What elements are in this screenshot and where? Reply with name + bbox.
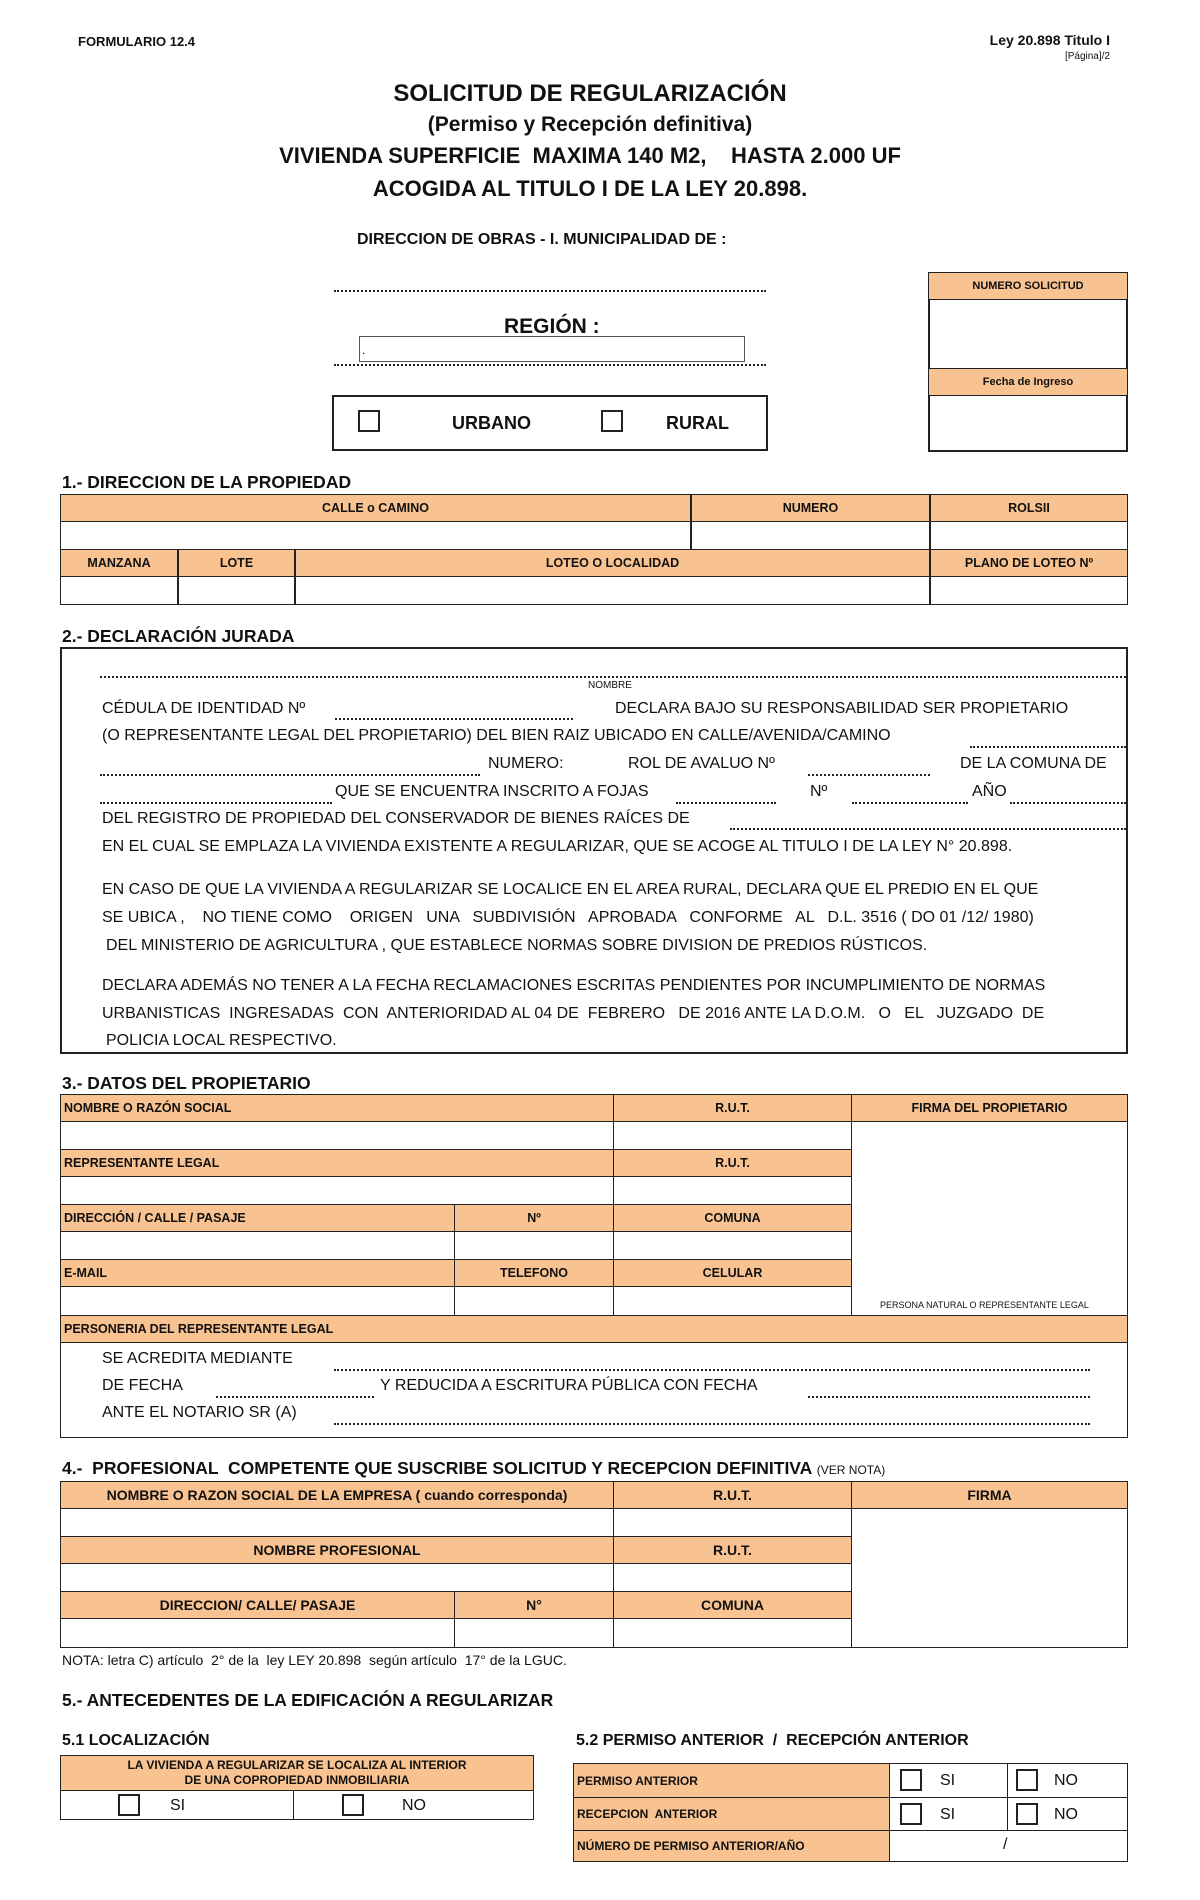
persona-caption: PERSONA NATURAL O REPRESENTANTE LEGAL (880, 1300, 1089, 1310)
emplaza-text: EN EL CUAL SE EMPLAZA LA VIVIENDA EXISTENTE A REGULARIZAR, QUE SE ACOGE AL TITULO I DE LA LEY N° 20.898. (102, 838, 1013, 855)
acredita-label: SE ACREDITA MEDIANTE (102, 1350, 293, 1367)
n-line[interactable] (852, 802, 968, 804)
nombre-header: NOMBRE O RAZÓN SOCIAL (60, 1094, 614, 1122)
numero-permiso-input[interactable] (889, 1830, 1128, 1862)
permiso-anterior-label: PERMISO ANTERIOR (573, 1763, 890, 1798)
telefono-header: TELEFONO (454, 1259, 614, 1287)
numero-permiso-label: NÚMERO DE PERMISO ANTERIOR/AÑO (573, 1830, 890, 1862)
rolsii-header: ROLSII (930, 494, 1128, 522)
loteo-header: LOTEO O LOCALIDAD (295, 549, 930, 577)
plano-header: PLANO DE LOTEO Nº (930, 549, 1128, 577)
section-4-heading (62, 1458, 885, 1479)
numero-permiso-slash: / (1003, 1836, 1008, 1853)
section-4-note-ref: (VER NOTA) (816, 1463, 886, 1477)
rol-line[interactable] (808, 774, 930, 776)
nota-text: NOTA: letra C) artículo 2° de la ley LEY 20.898 según artículo 17° de la LGUC. (62, 1652, 567, 1668)
rural-text-3: DEL MINISTERIO DE AGRICULTURA , QUE ESTABLECE NORMAS SOBRE DIVISION DE PREDIOS RÚSTICOS. (106, 937, 928, 954)
rut-representante-input[interactable] (613, 1176, 852, 1205)
permiso-si-checkbox[interactable] (900, 1769, 922, 1791)
calle-line[interactable] (970, 746, 1126, 748)
municipality-label: DIRECCION DE OBRAS - I. MUNICIPALIDAD DE : (357, 231, 727, 248)
profesional-direccion-header: DIRECCION/ CALLE/ PASAJE (60, 1591, 455, 1619)
cedula-line[interactable] (335, 718, 573, 720)
lote-input[interactable] (178, 576, 295, 605)
rolsii-input[interactable] (930, 521, 1128, 550)
fecha-line[interactable] (216, 1396, 374, 1398)
profesional-rut-input[interactable] (613, 1563, 852, 1592)
direccion-header: DIRECCIÓN / CALLE / PASAJE (60, 1204, 455, 1232)
comuna-label: DE LA COMUNA DE (960, 755, 1107, 772)
celular-input[interactable] (613, 1286, 852, 1316)
numero-label: NUMERO: (488, 755, 564, 772)
calle-header: CALLE o CAMINO (60, 494, 691, 522)
representante-input[interactable] (60, 1176, 614, 1205)
rut-representante-header: R.U.T. (613, 1149, 852, 1177)
title-line-2: (Permiso y Recepción definitiva) (427, 113, 753, 136)
rural-text-1: EN CASO DE QUE LA VIVIENDA A REGULARIZAR SE LOCALICE EN EL AREA RURAL, DECLARA QUE EL PREDIO EN EL QUE (102, 881, 1039, 898)
profesional-comuna-input[interactable] (613, 1618, 852, 1648)
firma-profesional-header: FIRMA (851, 1481, 1128, 1509)
escritura-fecha-line[interactable] (808, 1396, 1090, 1398)
urbano-checkbox[interactable] (358, 410, 380, 432)
loc-si-checkbox[interactable] (118, 1794, 140, 1816)
declara-label: DECLARA BAJO SU RESPONSABILIDAD SER PROPIETARIO (615, 700, 1069, 717)
comuna-line[interactable] (100, 802, 332, 804)
n-header: Nº (454, 1204, 614, 1232)
calle-input[interactable] (60, 521, 691, 550)
celular-header: CELULAR (613, 1259, 852, 1287)
anio-line[interactable] (1010, 802, 1126, 804)
localizacion-title: 5.1 LOCALIZACIÓN (62, 1732, 210, 1749)
fojas-line[interactable] (676, 802, 776, 804)
notario-label: ANTE EL NOTARIO SR (A) (102, 1404, 297, 1421)
anio-label: AÑO (972, 783, 1007, 800)
profesional-comuna-header: COMUNA (613, 1591, 852, 1619)
reclamaciones-text-3: POLICIA LOCAL RESPECTIVO. (106, 1032, 337, 1049)
manzana-input[interactable] (60, 576, 178, 605)
comuna-header: COMUNA (613, 1204, 852, 1232)
rut-header: R.U.T. (613, 1094, 852, 1122)
region-input[interactable]: . (359, 336, 745, 362)
recepcion-si-label: SI (940, 1806, 956, 1823)
section-2-title: 2.- DECLARACIÓN JURADA (62, 626, 295, 646)
comuna-input[interactable] (613, 1231, 852, 1260)
title-line-3: VIVIENDA SUPERFICIE MAXIMA 140 M2, HASTA 2.000 UF (279, 143, 901, 168)
loteo-input[interactable] (295, 576, 930, 605)
representante-header: REPRESENTANTE LEGAL (60, 1149, 614, 1177)
profesional-n-input[interactable] (454, 1618, 614, 1648)
region-label: REGIÓN : (504, 315, 600, 338)
municipality-line[interactable] (334, 290, 766, 292)
numero-input[interactable] (691, 521, 930, 550)
permiso-title: 5.2 PERMISO ANTERIOR / RECEPCIÓN ANTERIOR (576, 1732, 969, 1749)
reducida-label: Y REDUCIDA A ESCRITURA PÚBLICA CON FECHA (380, 1377, 758, 1394)
representante-text: (O REPRESENTANTE LEGAL DEL PROPIETARIO) DEL BIEN RAIZ UBICADO EN CALLE/AVENIDA/CAMINO (102, 727, 891, 744)
copropiedad-question: LA VIVIENDA A REGULARIZAR SE LOCALIZA AL INTERIOR DE UNA COPROPIEDAD INMOBILIARIA (60, 1755, 534, 1791)
n-label: Nº (810, 783, 828, 800)
inscrito-label: QUE SE ENCUENTRA INSCRITO A FOJAS (335, 783, 649, 800)
title-line-4: ACOGIDA AL TITULO I DE LA LEY 20.898. (372, 176, 808, 201)
law-reference: Ley 20.898 Titulo I (989, 32, 1110, 48)
conservador-line[interactable] (730, 828, 1126, 830)
fecha-label: DE FECHA (102, 1377, 183, 1394)
nombre-line[interactable] (100, 676, 1126, 678)
empresa-header: NOMBRE O RAZON SOCIAL DE LA EMPRESA ( cuando corresponda) (60, 1481, 614, 1509)
section-4-title: 4.- PROFESIONAL COMPETENTE QUE SUSCRIBE SOLICITUD Y RECEPCION DEFINITIVA (62, 1458, 813, 1478)
reclamaciones-text-2: URBANISTICAS INGRESADAS CON ANTERIORIDAD AL 04 DE FEBRERO DE 2016 ANTE LA D.O.M. O EL JUZGADO DE (102, 1005, 1045, 1022)
n-input[interactable] (454, 1231, 614, 1260)
loc-no-label: NO (402, 1797, 426, 1814)
rural-label: RURAL (666, 413, 729, 433)
firma-profesional-area[interactable] (851, 1508, 1128, 1648)
fecha-ingreso-header: Fecha de Ingreso (928, 368, 1128, 396)
profesional-rut-header: R.U.T. (613, 1536, 852, 1564)
direccion-input[interactable] (60, 1231, 455, 1260)
reclamaciones-text-1: DECLARA ADEMÁS NO TENER A LA FECHA RECLAMACIONES ESCRITAS PENDIENTES POR INCUMPLIMIENTO DE NORMAS (102, 977, 1046, 994)
empresa-input[interactable] (60, 1508, 614, 1537)
lote-header: LOTE (178, 549, 295, 577)
urbano-label: URBANO (452, 413, 531, 433)
permiso-no-label: NO (1054, 1772, 1078, 1789)
profesional-input[interactable] (60, 1563, 614, 1592)
profesional-direccion-input[interactable] (60, 1618, 455, 1648)
rural-checkbox[interactable] (601, 410, 623, 432)
nombre-caption: NOMBRE (588, 680, 632, 691)
acredita-line[interactable] (334, 1369, 1090, 1371)
personeria-header: PERSONERIA DEL REPRESENTANTE LEGAL (60, 1315, 1128, 1343)
loc-no-checkbox[interactable] (342, 1794, 364, 1816)
numero-solicitud-header: NUMERO SOLICITUD (928, 272, 1128, 300)
section-3-title: 3.- DATOS DEL PROPIETARIO (62, 1073, 311, 1093)
telefono-input[interactable] (454, 1286, 614, 1316)
firma-propietario-header: FIRMA DEL PROPIETARIO (851, 1094, 1128, 1122)
calle-continuation-line[interactable] (100, 774, 480, 776)
recepcion-no-label: NO (1054, 1806, 1078, 1823)
numero-header: NUMERO (691, 494, 930, 522)
plano-input[interactable] (930, 576, 1128, 605)
recepcion-si-checkbox[interactable] (900, 1803, 922, 1825)
permiso-si-label: SI (940, 1772, 956, 1789)
title-line-1: SOLICITUD DE REGULARIZACIÓN (393, 80, 787, 107)
empresa-rut-input[interactable] (613, 1508, 852, 1537)
email-header: E-MAIL (60, 1259, 455, 1287)
recepcion-anterior-label: RECEPCION ANTERIOR (573, 1797, 890, 1831)
firma-propietario-area[interactable] (851, 1121, 1128, 1316)
permiso-no-checkbox[interactable] (1016, 1769, 1038, 1791)
recepcion-no-checkbox[interactable] (1016, 1803, 1038, 1825)
rural-text-2: SE UBICA , NO TIENE COMO ORIGEN UNA SUBDIVISIÓN APROBADA CONFORME AL D.L. 3516 ( DO 01 /12/ 1980) (102, 909, 1034, 926)
profesional-n-header: N° (454, 1591, 614, 1619)
rol-label: ROL DE AVALUO Nº (628, 755, 775, 772)
notario-line[interactable] (334, 1423, 1090, 1425)
email-input[interactable] (60, 1286, 455, 1316)
manzana-header: MANZANA (60, 549, 178, 577)
form-number: FORMULARIO 12.4 (78, 34, 196, 49)
nombre-input[interactable] (60, 1121, 614, 1150)
region-line (334, 364, 766, 366)
loc-si-label: SI (170, 1797, 186, 1814)
section-1-title: 1.- DIRECCION DE LA PROPIEDAD (62, 472, 352, 492)
page-reference: [Página]/2 (1064, 51, 1110, 62)
rut-input[interactable] (613, 1121, 852, 1150)
cedula-label: CÉDULA DE IDENTIDAD Nº (102, 700, 306, 717)
profesional-header: NOMBRE PROFESIONAL (60, 1536, 614, 1564)
empresa-rut-header: R.U.T. (613, 1481, 852, 1509)
section-5-title: 5.- ANTECEDENTES DE LA EDIFICACIÓN A REGULARIZAR (62, 1690, 554, 1710)
registro-label: DEL REGISTRO DE PROPIEDAD DEL CONSERVADOR DE BIENES RAÍCES DE (102, 810, 690, 827)
